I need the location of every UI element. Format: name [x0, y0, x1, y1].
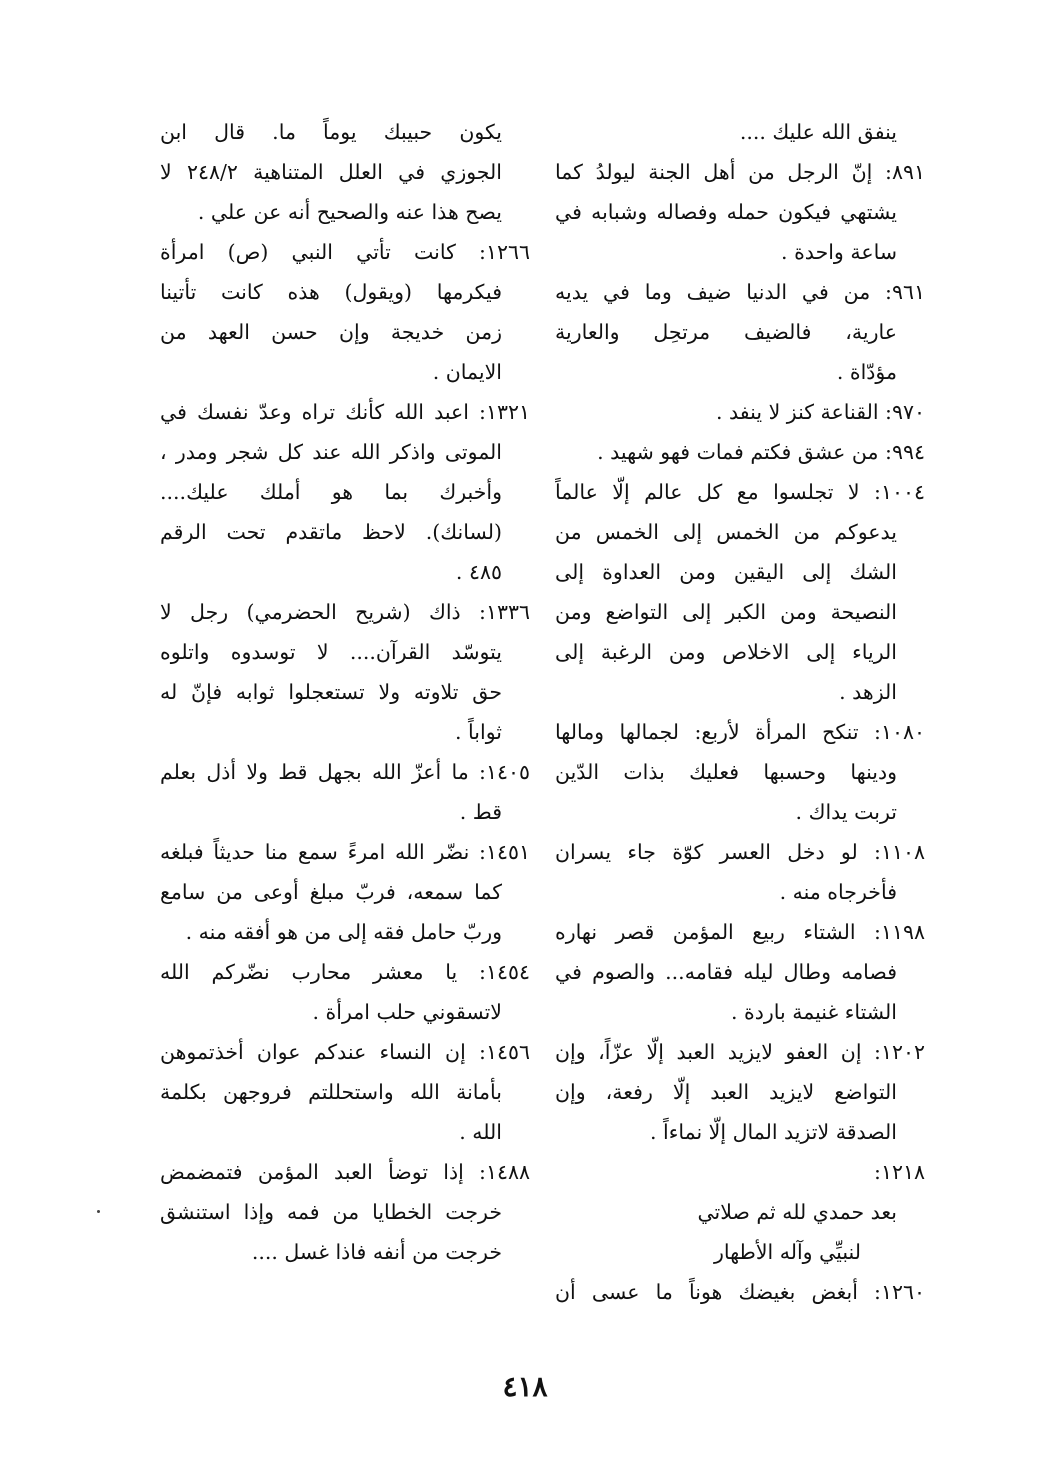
text-line: كما سمعه، فربّ مبلغ أوعى من سامع: [160, 880, 502, 904]
text-line: ثواباً .: [455, 720, 502, 744]
text-line: ساعة واحدة .: [781, 240, 897, 264]
text-line: يشتهي فيكون حمله وفصاله وشبابه في: [555, 200, 897, 224]
text-line: ١٣٢١: اعبد الله كأنك تراه وعدّ نفسك في: [160, 400, 530, 424]
text-line: الله .: [459, 1120, 502, 1144]
text-line: ١٢٠٢: إن العفو لايزيد العبد إلّا عزّاً، وإن: [555, 1040, 925, 1064]
right-column: [555, 112, 925, 1312]
text-line: الجوزي في العلل المتناهية ٢٤٨/٢ لا: [160, 160, 502, 184]
text-line: ٨٩١: إنّ الرجل من أهل الجنة ليولدُ كما: [555, 160, 925, 184]
text-line: التواضع لايزيد العبد إلّا رفعة، وإن: [555, 1080, 897, 1104]
text-line: ١٣٣٦: ذاك (شريح الحضرمي) رجل لا: [160, 600, 530, 624]
text-line: وأخبرك بما هو أملك عليك....: [160, 480, 502, 504]
text-line: عارية، فالضيف مرتحِل والعارية: [555, 320, 897, 344]
text-line: ١١٠٨: لو دخل العسر كوّة جاء يسران: [555, 840, 925, 864]
text-line: الصدقة لاتزيد المال إلّا نماءاً .: [649, 1120, 897, 1144]
text-line: قط .: [459, 800, 502, 824]
text-line: وربّ حامل فقه إلى من هو أفقه منه .: [185, 920, 502, 944]
text-line: خرجت من أنفه فاذا غسل ....: [251, 1240, 502, 1264]
text-line: فيكرمها (ويقول) هذه كانت تأتينا: [160, 280, 502, 304]
text-line: ١٢٦٠: أبغض بغيضك هوناً ما عسى أن: [555, 1280, 925, 1304]
text-line: خرجت الخطايا من فمه وإذا استنشق: [160, 1200, 502, 1224]
text-line: ١٢٦٦: كانت تأتي النبي (ص) امرأة: [160, 240, 530, 264]
text-line: ٤٨٥ .: [455, 560, 502, 584]
text-line: الرياء إلى الاخلاص ومن الرغبة إلى: [555, 640, 897, 664]
text-line: الشك إلى اليقين ومن العداوة إلى: [555, 560, 897, 584]
text-line: ١٤٥٦: إن النساء عندكم عوان أخذتموهن: [160, 1040, 530, 1064]
page-number: ٤١٨: [502, 1370, 548, 1403]
text-line: ١٠٠٤: لا تجلسوا مع كل عالم إلّا عالماً: [555, 480, 925, 504]
text-line: يدعوكم من الخمس إلى الخمس من: [555, 520, 897, 544]
text-line: ١٠٨٠: تنكح المرأة لأربع: لجمالها ومالها: [555, 720, 925, 744]
text-line: ١٤٥١: نضّر الله امرءً سمع منا حديثاً فبلغه: [160, 840, 530, 864]
text-line: فصامه وطال ليله فقامه... والصوم في: [555, 960, 897, 984]
text-line: ١٤٥٤: يا معشر محارب نضّركم الله: [160, 960, 530, 984]
text-line: الزهد .: [839, 680, 897, 704]
scan-speck: [97, 1210, 100, 1213]
text-line: يتوسّد القرآن.... لا توسدوه واتلوه: [160, 640, 502, 664]
text-line: لاتسقوني حلب امرأة .: [312, 1000, 502, 1024]
text-line: الشتاء غنيمة باردة .: [730, 1000, 897, 1024]
text-line: ودينها وحسبها فعليك بذات الدّين: [555, 760, 897, 784]
text-line: النصيحة ومن الكبر إلى التواضع ومن: [555, 600, 897, 624]
text-line: الايمان .: [432, 360, 502, 384]
text-line: زمن خديجة وإن حسن العهد من: [160, 320, 502, 344]
text-line: ٩٧٠: القناعة كنز لا ينفد .: [716, 400, 925, 424]
text-line: ١٢١٨:: [874, 1160, 925, 1184]
text-line: ١٤٠٥: ما أعزّ الله بجهل قط ولا أذل بعلم: [160, 760, 530, 784]
text-line: الموتى واذكر الله عند كل شجر ومدر ،: [160, 440, 502, 464]
text-line: ٩٩٤: من عشق فكتم فمات فهو شهيد .: [597, 440, 925, 464]
text-line: تربت يداك .: [795, 800, 897, 824]
text-line: ١١٩٨: الشتاء ربيع المؤمن قصر نهاره: [555, 920, 925, 944]
text-line: يصح هذا عنه والصحيح أنه عن علي .: [197, 200, 502, 224]
text-line: لنبيِّي وآله الأطهار: [713, 1240, 861, 1264]
text-line: ينفق الله عليك ....: [739, 120, 897, 144]
text-line: بأمانة الله واستحللتم فروجهن بكلمة: [160, 1080, 502, 1104]
text-line: ١٤٨٨: إذا توضأ العبد المؤمن فتمضمض: [160, 1160, 530, 1184]
text-line: مؤدّاة .: [836, 360, 897, 384]
text-line: (لسانك). لاحظ ماتقدم تحت الرقم: [160, 520, 502, 544]
left-column: [160, 112, 530, 1272]
text-line: يكون حبيبك يوماً ما. قال ابن: [160, 120, 502, 144]
text-line: حق تلاوته ولا تستعجلوا ثوابه فإنّ له: [160, 680, 502, 704]
text-line: ٩٦١: من في الدنيا ضيف وما في يديه: [555, 280, 925, 304]
text-line: بعد حمدي لله ثم صلاتي: [697, 1200, 897, 1224]
text-line: فأخرجاه منه .: [779, 880, 897, 904]
